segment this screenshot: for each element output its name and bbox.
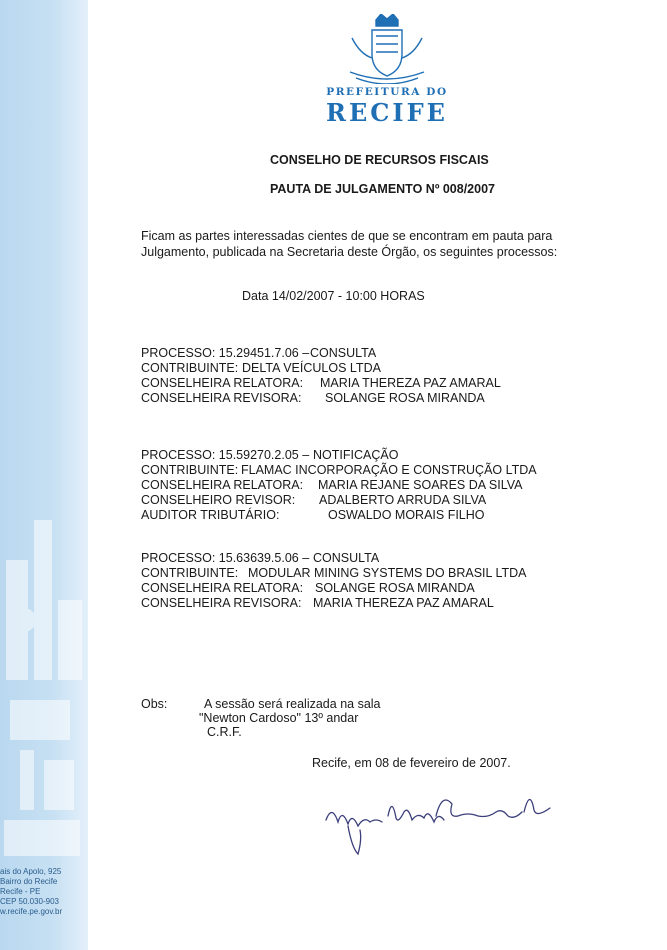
- row-value: SOLANGE ROSA MIRANDA: [325, 391, 485, 405]
- city-skyline-watermark-icon: [0, 0, 88, 950]
- handwritten-signature-icon: [318, 782, 558, 862]
- row-value: MARIA THEREZA PAZ AMARAL: [313, 596, 494, 610]
- row-label: PROCESSO: 15.63639.5.06 –: [141, 551, 310, 565]
- obs-label: Obs:: [141, 697, 168, 711]
- footer-address-line: ais do Apolo, 925: [0, 867, 62, 876]
- row-value: MODULAR MINING SYSTEMS DO BRASIL LTDA: [248, 566, 527, 580]
- row-label: CONTRIBUINTE:: [141, 566, 239, 580]
- row-label: CONSELHEIRO REVISOR:: [141, 493, 296, 507]
- row-label: CONTRIBUINTE:: [141, 361, 239, 375]
- row-label: CONTRIBUINTE:: [141, 463, 239, 477]
- intro-line: Ficam as partes interessadas cientes de que se encontram em pauta para: [141, 229, 553, 243]
- row-value: OSWALDO MORAIS FILHO: [328, 508, 485, 522]
- obs-line: "Newton Cardoso" 13º andar: [199, 711, 359, 725]
- footer-address-line: Recife - PE: [0, 887, 41, 896]
- agenda-title: PAUTA DE JULGAMENTO Nº 008/2007: [270, 182, 495, 196]
- row-value: FLAMAC INCORPORAÇÃO E CONSTRUÇÃO LTDA: [241, 463, 537, 477]
- row-label: PROCESSO: 15.59270.2.05 –: [141, 448, 310, 462]
- logo-main-text: RECIFE: [326, 98, 448, 127]
- row-value: MARIA REJANE SOARES DA SILVA: [318, 478, 523, 492]
- row-label: CONSELHEIRA RELATORA:: [141, 478, 304, 492]
- intro-paragraph: [141, 228, 557, 260]
- footer-address-line: w.recife.pe.gov.br: [0, 907, 63, 916]
- coat-of-arms-icon: [346, 14, 428, 84]
- row-value: CONSULTA: [313, 551, 380, 565]
- row-value: SOLANGE ROSA MIRANDA: [315, 581, 475, 595]
- row-value: CONSULTA: [310, 346, 377, 360]
- logo-top-text: PREFEITURA DO: [326, 86, 448, 98]
- row-label: AUDITOR TRIBUTÁRIO:: [141, 508, 280, 522]
- footer-address: [0, 867, 88, 917]
- row-label: CONSELHEIRA REVISORA:: [141, 596, 302, 610]
- row-value: DELTA VEÍCULOS LTDA: [242, 361, 381, 375]
- session-date: Data 14/02/2007 - 10:00 HORAS: [242, 289, 425, 303]
- row-label: CONSELHEIRA RELATORA:: [141, 376, 304, 390]
- footer-address-line: CEP 50.030-903: [0, 897, 60, 906]
- obs-line: C.R.F.: [207, 725, 242, 739]
- row-label: CONSELHEIRA RELATORA:: [141, 581, 304, 595]
- intro-line: Julgamento, publicada na Secretaria deste Órgão, os seguintes processos:: [141, 245, 558, 259]
- row-value: ADALBERTO ARRUDA SILVA: [319, 493, 487, 507]
- row-label: CONSELHEIRA REVISORA:: [141, 391, 302, 405]
- row-value: MARIA THEREZA PAZ AMARAL: [320, 376, 501, 390]
- footer-address-line: Bairro do Recife: [0, 877, 58, 886]
- row-value: NOTIFICAÇÃO: [313, 448, 399, 462]
- obs-line: A sessão será realizada na sala: [204, 697, 381, 711]
- decorative-sidebar: [0, 0, 88, 950]
- council-title: CONSELHO DE RECURSOS FISCAIS: [270, 153, 489, 167]
- row-label: PROCESSO: 15.29451.7.06 –: [141, 346, 310, 360]
- sign-date: Recife, em 08 de fevereiro de 2007.: [312, 756, 511, 770]
- prefeitura-logo: [322, 14, 452, 127]
